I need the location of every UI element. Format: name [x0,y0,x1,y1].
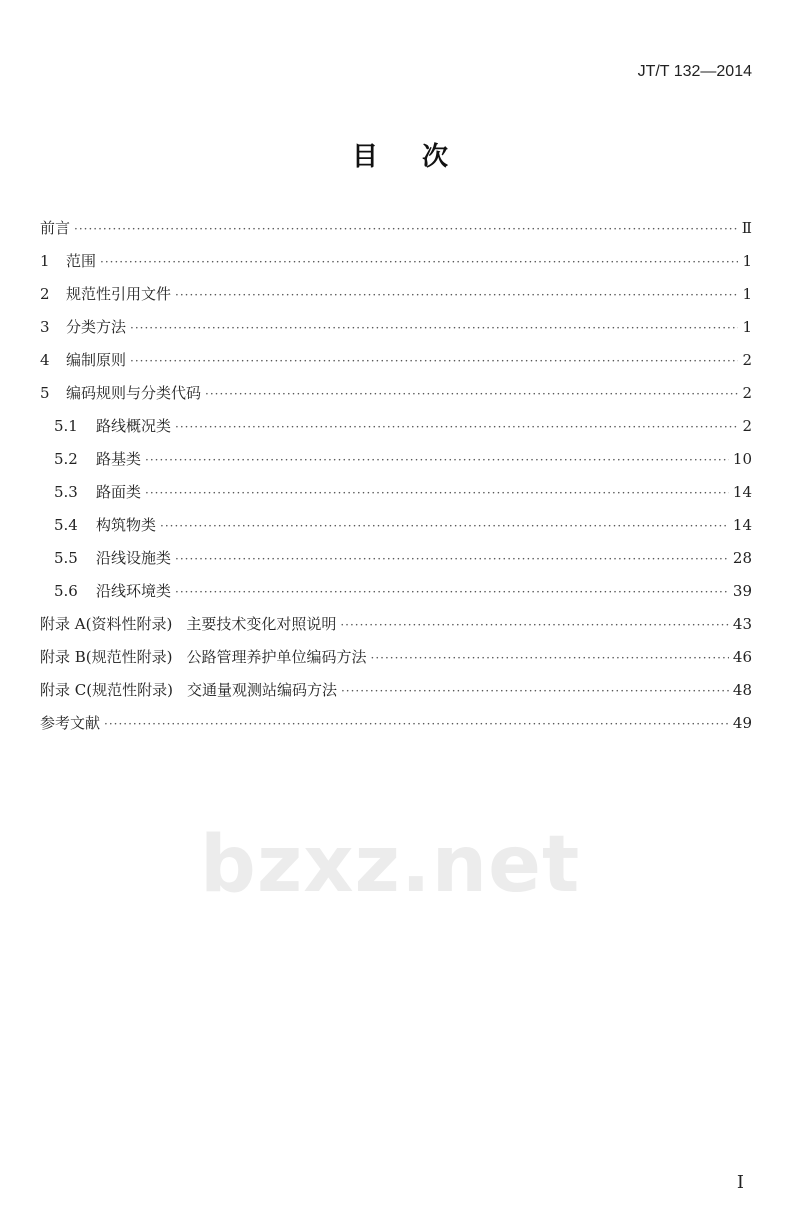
toc-number: 5.3 [54,483,78,501]
toc-number: 5.5 [54,549,78,567]
toc-entry-appendix-b[interactable] [40,646,752,679]
toc-title: 前言 [40,219,71,237]
toc-subentry[interactable] [40,580,752,613]
toc-page: 1 [742,252,752,270]
toc-title: 沿线环境类 [96,582,172,600]
toc-title: 沿线设施类 [96,549,172,567]
toc-subentry[interactable] [40,481,752,514]
toc-page: Ⅱ [741,219,752,237]
toc-title: 编码规则与分类代码 [66,384,202,402]
toc-title: 编制原则 [66,351,127,369]
dot-leader [340,614,729,636]
toc-entry[interactable] [40,349,752,382]
toc-number: 5.2 [54,450,78,468]
toc-title: 交通量观测站编码方法 [186,681,337,699]
toc-entry-appendix-a[interactable] [40,613,752,646]
toc-number: 3 [40,318,50,336]
toc-number: 5.4 [54,516,78,534]
dot-leader [175,548,729,570]
toc-title: 参考文献 [40,714,101,732]
toc-page: 28 [732,549,752,567]
toc-title: 规范性引用文件 [66,285,172,303]
dot-leader [160,515,729,537]
dot-leader [205,383,738,405]
toc-page: 14 [732,483,752,501]
dot-leader [371,647,729,669]
toc-page: 2 [742,384,752,402]
toc-title: 路线概况类 [96,417,172,435]
dot-leader [130,317,738,339]
toc-subentry[interactable] [40,415,752,448]
toc-number: 2 [40,285,50,303]
toc-title: 主要技术变化对照说明 [186,615,337,633]
toc-title: 分类方法 [66,318,127,336]
toc-appendix-label: 附录 A(资料性附录) [40,615,173,633]
dot-leader [175,416,738,438]
toc-page: 49 [732,714,752,732]
toc-title: 路基类 [96,450,142,468]
dot-leader [145,482,729,504]
toc-page: 46 [732,648,752,666]
toc-entry[interactable] [40,250,752,283]
page-title: 目次 [351,142,492,172]
toc-page: 10 [732,450,752,468]
standard-code: JT/T 132—2014 [637,63,752,80]
toc-page: 48 [732,681,752,699]
dot-leader [145,449,729,471]
toc-number: 1 [40,252,50,270]
toc-page: 39 [732,582,752,600]
toc-page: 1 [742,318,752,336]
toc-subentry[interactable] [40,448,752,481]
toc-subentry[interactable] [40,547,752,580]
toc-number: 5.6 [54,582,78,600]
toc-page: 2 [742,417,752,435]
toc-entry[interactable] [40,283,752,316]
toc-page: 1 [742,285,752,303]
toc-appendix-label: 附录 B(规范性附录) [40,648,173,666]
dot-leader [175,284,738,306]
dot-leader [175,581,729,603]
toc-page: 2 [742,351,752,369]
toc-title: 公路管理养护单位编码方法 [186,648,367,666]
toc-title: 路面类 [96,483,142,501]
toc-entry[interactable] [40,316,752,349]
toc-page: 43 [732,615,752,633]
dot-leader [130,350,738,372]
dot-leader [100,251,738,273]
toc-entry-appendix-c[interactable] [40,679,752,712]
toc-page: 14 [732,516,752,534]
dot-leader [341,680,729,702]
toc-entry-references[interactable] [40,712,752,745]
dot-leader [74,218,738,240]
toc-entry[interactable] [40,382,752,415]
toc-number: 5 [40,384,50,402]
toc-subentry[interactable] [40,514,752,547]
watermark: bzxz.net [200,820,581,910]
page-number: I [736,1172,744,1193]
table-of-contents [40,217,752,745]
toc-title: 范围 [66,252,97,270]
dot-leader [104,713,729,735]
toc-number: 5.1 [54,417,78,435]
toc-title: 构筑物类 [96,516,157,534]
toc-entry-foreword[interactable] [40,217,752,250]
toc-appendix-label: 附录 C(规范性附录) [40,681,173,699]
toc-number: 4 [40,351,50,369]
